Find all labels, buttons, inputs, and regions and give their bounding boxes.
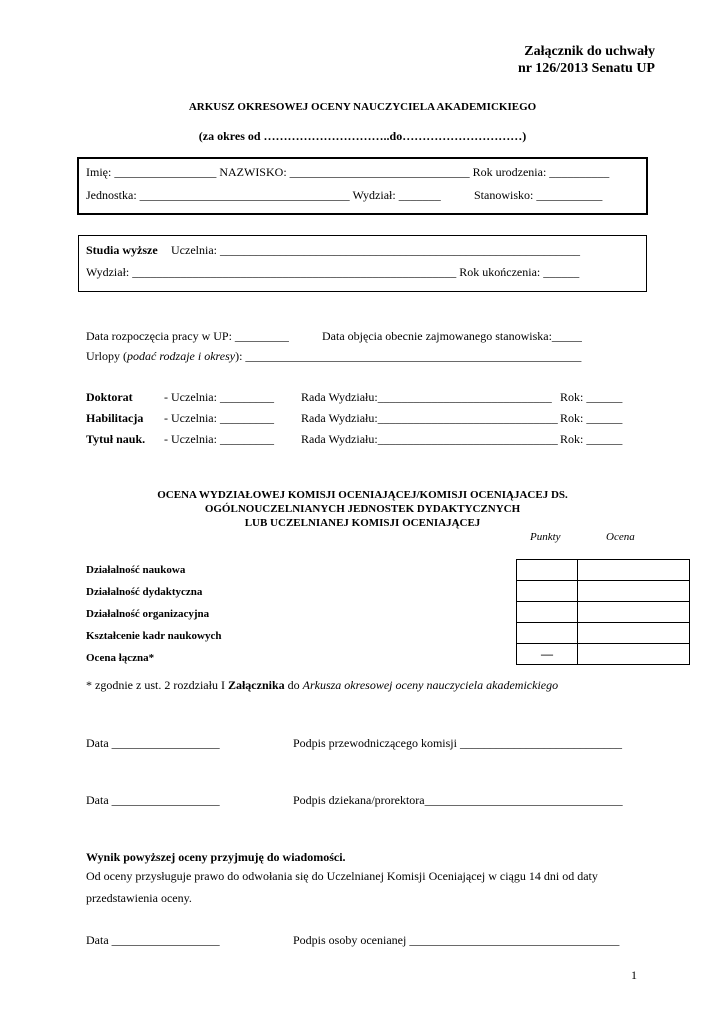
column-points-header: Punkty <box>530 531 561 543</box>
grade-cell[interactable] <box>578 623 690 644</box>
document-title: ARKUSZ OKRESOWEJ OCENY NAUCZYCIELA AKADEMICKIEGO <box>188 101 537 113</box>
criterion-label: Ocena łączna* <box>86 652 155 664</box>
degree-year[interactable]: Rok: ______ <box>560 411 623 425</box>
assessment-heading-1: OCENA WYDZIAŁOWEJ KOMISJI OCENIAJĄCEJ/KOMISJI OCENIĄJACEJ DS. <box>157 489 568 501</box>
studies-university[interactable]: Uczelnia: ____________________________________________________________ <box>171 243 580 257</box>
acknowledgement-title: Wynik powyższej oceny przyjmuję do wiadomości. <box>86 850 346 864</box>
leave-prefix: Urlopy ( <box>86 349 127 363</box>
degree-label: Habilitacja <box>86 411 144 425</box>
personal-row-1[interactable]: Imię: _________________ NAZWISKO: ______________________________ Rok urodzenia: __________ <box>86 165 610 179</box>
degree-university[interactable]: - Uczelnia: _________ <box>164 390 274 404</box>
criterion-label: Działalność naukowa <box>86 564 186 576</box>
footnote-text: * zgodnie z ust. 2 rozdziału I <box>86 678 228 692</box>
degree-university[interactable]: - Uczelnia: _________ <box>164 411 274 425</box>
footnote <box>86 678 558 693</box>
date-field[interactable]: Data __________________ <box>86 793 220 807</box>
score-table <box>516 559 690 665</box>
points-cell[interactable] <box>517 602 578 623</box>
grade-cell[interactable] <box>578 644 690 665</box>
points-cell[interactable]: — <box>517 644 578 665</box>
studies-faculty[interactable]: Wydział: ______________________________________________________ Rok ukończenia: ______ <box>86 265 580 279</box>
grade-cell[interactable] <box>578 581 690 602</box>
points-cell[interactable] <box>517 581 578 602</box>
assessment-heading-3: LUB UCZELNIANEJ KOMISJI OCENIAJĄCEJ <box>244 517 481 529</box>
criterion-label: Kształcenie kadr naukowych <box>86 630 222 642</box>
studies-label: Studia wyższe <box>86 243 158 257</box>
criterion-label: Działalność organizacyjna <box>86 608 210 620</box>
leave-line[interactable] <box>86 349 581 364</box>
annex-line-1: Załącznik do uchwały <box>524 44 655 59</box>
degree-council[interactable]: Rada Wydziału:_____________________________ <box>301 390 552 404</box>
degree-council[interactable]: Rada Wydziału:______________________________ <box>301 432 558 446</box>
degree-year[interactable]: Rok: ______ <box>560 390 623 404</box>
personal-row-2[interactable]: Jednostka: ___________________________________ Wydział: _______ <box>86 188 441 202</box>
page-number: 1 <box>631 968 637 982</box>
appeal-info-line-2: przedstawienia oceny. <box>86 891 192 905</box>
column-grade-header: Ocena <box>606 531 635 543</box>
degree-council[interactable]: Rada Wydziału:______________________________ <box>301 411 558 425</box>
footnote-connector: do <box>284 678 303 692</box>
footnote-reference: Arkusza okresowej oceny nauczyciela akademickiego <box>302 678 559 692</box>
date-field[interactable]: Data __________________ <box>86 933 220 947</box>
degree-label: Doktorat <box>86 390 133 404</box>
position-field[interactable]: Stanowisko: ___________ <box>474 188 603 202</box>
points-cell[interactable] <box>517 623 578 644</box>
date-field[interactable]: Data __________________ <box>86 736 220 750</box>
footnote-annex: Załącznika <box>227 678 285 692</box>
degree-university[interactable]: - Uczelnia: _________ <box>164 432 274 446</box>
chair-signature-field[interactable]: Podpis przewodniczącego komisji ___________________________ <box>293 736 622 750</box>
leave-suffix: ): ________________________________________________________ <box>235 349 582 363</box>
degree-label: Tytuł nauk. <box>86 432 146 446</box>
criterion-label: Działalność dydaktyczna <box>86 586 203 598</box>
grade-cell[interactable] <box>578 602 690 623</box>
period-line: (za okres od …………………………..do…………………………) <box>198 129 527 143</box>
annex-line-2: nr 126/2013 Senatu UP <box>517 61 655 76</box>
assessment-heading-2: OGÓLNOUCZELNIANYCH JEDNOSTEK DYDAKTYCZNYCH <box>204 503 521 515</box>
position-start[interactable]: Data objęcia obecnie zajmowanego stanowiska:_____ <box>322 329 582 343</box>
employment-start[interactable]: Data rozpoczęcia pracy w UP: _________ <box>86 329 289 343</box>
appeal-info-line-1: Od oceny przysługuje prawo do odwołania się do Uczelnianej Komisji Oceniającej w ciągu 14 dni od daty <box>86 869 598 883</box>
evaluee-signature-field[interactable]: Podpis osoby ocenianej ___________________________________ <box>293 933 620 947</box>
degree-year[interactable]: Rok: ______ <box>560 432 623 446</box>
points-cell[interactable] <box>517 560 578 581</box>
leave-italic: podać rodzaje i okresy <box>127 349 236 363</box>
grade-cell[interactable] <box>578 560 690 581</box>
dean-signature-field[interactable]: Podpis dziekana/prorektora_________________________________ <box>293 793 623 807</box>
